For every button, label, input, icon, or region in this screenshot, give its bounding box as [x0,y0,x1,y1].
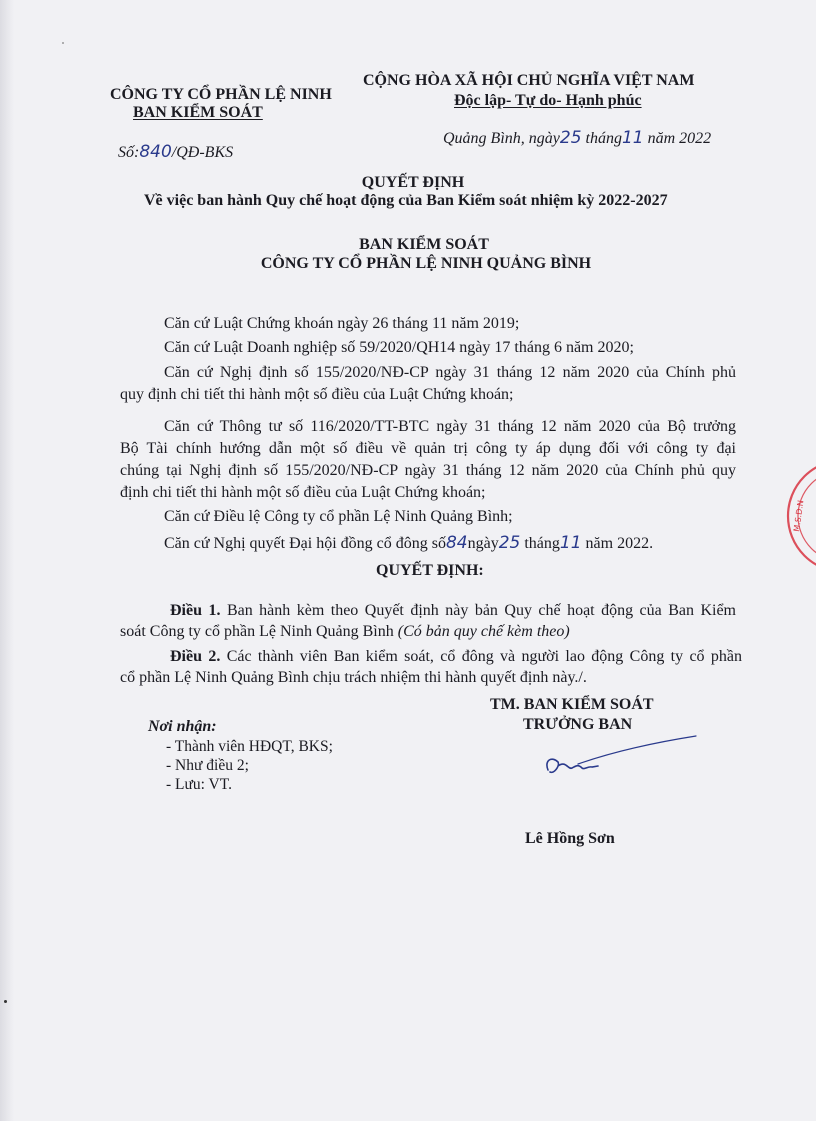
basis-resolution-text-a: Căn cứ Nghị quyết Đại hội đồng cổ đông số [164,535,446,552]
issuer-line-2-text: CÔNG TY CỔ PHẦN LỆ NINH QUẢNG BÌNH [260,255,592,272]
decision-title [0,174,816,192]
basis-enterprise-law: Căn cứ Luật Doanh nghiệp số 59/2020/QH14 ngày 17 tháng 6 năm 2020; [164,339,634,356]
basis-charter: Căn cứ Điều lệ Công ty cổ phần Lệ Ninh Quảng Bình; [164,508,513,525]
article-1-label: Điều 1. [170,602,221,619]
month-label: tháng [585,130,622,147]
basis-decree-line-2: quy định chi tiết thi hành một số điều của Luật Chứng khoán; [120,386,514,403]
decision-subject: Về việc ban hành Quy chế hoạt động của Ban Kiểm soát nhiệm kỳ 2022-2027 [144,192,668,209]
recipients-title: Nơi nhận: [148,718,217,735]
article-2-label: Điều 2. [170,648,221,665]
department-name: BAN KIỂM SOÁT [133,104,263,121]
resolution-day-handwritten: 25 [498,533,521,553]
basis-resolution-text-b: ngày [467,535,499,552]
scan-edge-shadow [0,0,14,1121]
basis-resolution [164,533,653,553]
place-date [443,128,711,148]
recipient-item: - Lưu: VT. [166,776,232,793]
company-name: CÔNG TY CỔ PHẦN LỆ NINH [110,86,332,103]
basis-decree-line-1: Căn cứ Nghị định số 155/2020/NĐ-CP ngày 31 tháng 12 năm 2020 của Chính phủ [164,364,736,381]
article-1-text: Ban hành kèm theo Quyết định này bản Quy chế hoạt động của Ban Kiểm [226,602,737,619]
decision-title-text: QUYẾT ĐỊNH [361,174,465,191]
article-1-line-2 [120,623,570,641]
article-1-note: (Có bản quy chế kèm theo) [397,623,570,640]
place-date-prefix: Quảng Bình, ngày [443,130,560,147]
doc-number-suffix: /QĐ-BKS [171,144,234,161]
recipient-item: - Thành viên HĐQT, BKS; [166,738,333,755]
country-name: CỘNG HÒA XÃ HỘI CHỦ NGHĨA VIỆT NAM [363,72,695,89]
day-handwritten: 25 [559,128,582,148]
article-2-line-1 [170,648,742,666]
scan-speck [4,1000,7,1003]
basis-resolution-text-c: tháng [524,535,560,552]
signer-name: Lê Hồng Sơn [525,830,615,847]
issuer-line-1-text: BAN KIỂM SOÁT [359,236,489,253]
signature-title-2: TRƯỞNG BAN [523,716,633,733]
article-2-line-2: cổ phần Lệ Ninh Quảng Bình chịu trách nhiệm thi hành quyết định này./. [120,669,587,686]
month-handwritten: 11 [621,128,644,148]
issuer-line-1 [0,236,816,254]
handwritten-signature [538,730,708,790]
resolution-number-handwritten: 84 [445,533,468,553]
article-2-text: Các thành viên Ban kiểm soát, cổ đông và người lao động Công ty cổ phần [226,648,742,665]
doc-number-handwritten: 840 [139,142,172,162]
basis-resolution-text-d: năm 2022. [585,535,654,552]
basis-securities-law: Căn cứ Luật Chứng khoán ngày 26 tháng 11 năm 2019; [164,315,520,332]
doc-number-prefix: Số: [118,144,140,161]
resolution-month-handwritten: 11 [559,533,582,553]
decision-heading: QUYẾT ĐỊNH: [376,562,484,579]
basis-circular-line-2: Bộ Tài chính hướng dẫn một số điều về quản trị công ty áp dụng đối với công ty đại [120,440,736,457]
signature-title-1: TM. BAN KIỂM SOÁT [490,696,654,713]
recipient-item: - Như điều 2; [166,757,249,774]
company-seal [782,452,816,582]
article-1-text-2: soát Công ty cổ phần Lệ Ninh Quảng Bình [120,623,394,640]
national-motto: Độc lập- Tự do- Hạnh phúc [454,92,642,109]
basis-circular-line-1: Căn cứ Thông tư số 116/2020/TT-BTC ngày 31 tháng 12 năm 2020 của Bộ trưởng [164,418,736,435]
basis-circular-line-3: chúng tại Nghị định số 155/2020/NĐ-CP ngày 31 tháng 12 năm 2020 của Chính phủ quy [120,462,736,479]
scan-speck [62,42,64,44]
basis-circular-line-4: định chi tiết thi hành một số điều của Luật Chứng khoán; [120,484,486,501]
year-label: năm 2022 [647,130,712,147]
article-1-line-1 [170,602,736,620]
issuer-line-2 [0,255,816,273]
document-number [118,142,233,162]
svg-text:M.S.D.N: M.S.D.N [792,499,806,533]
